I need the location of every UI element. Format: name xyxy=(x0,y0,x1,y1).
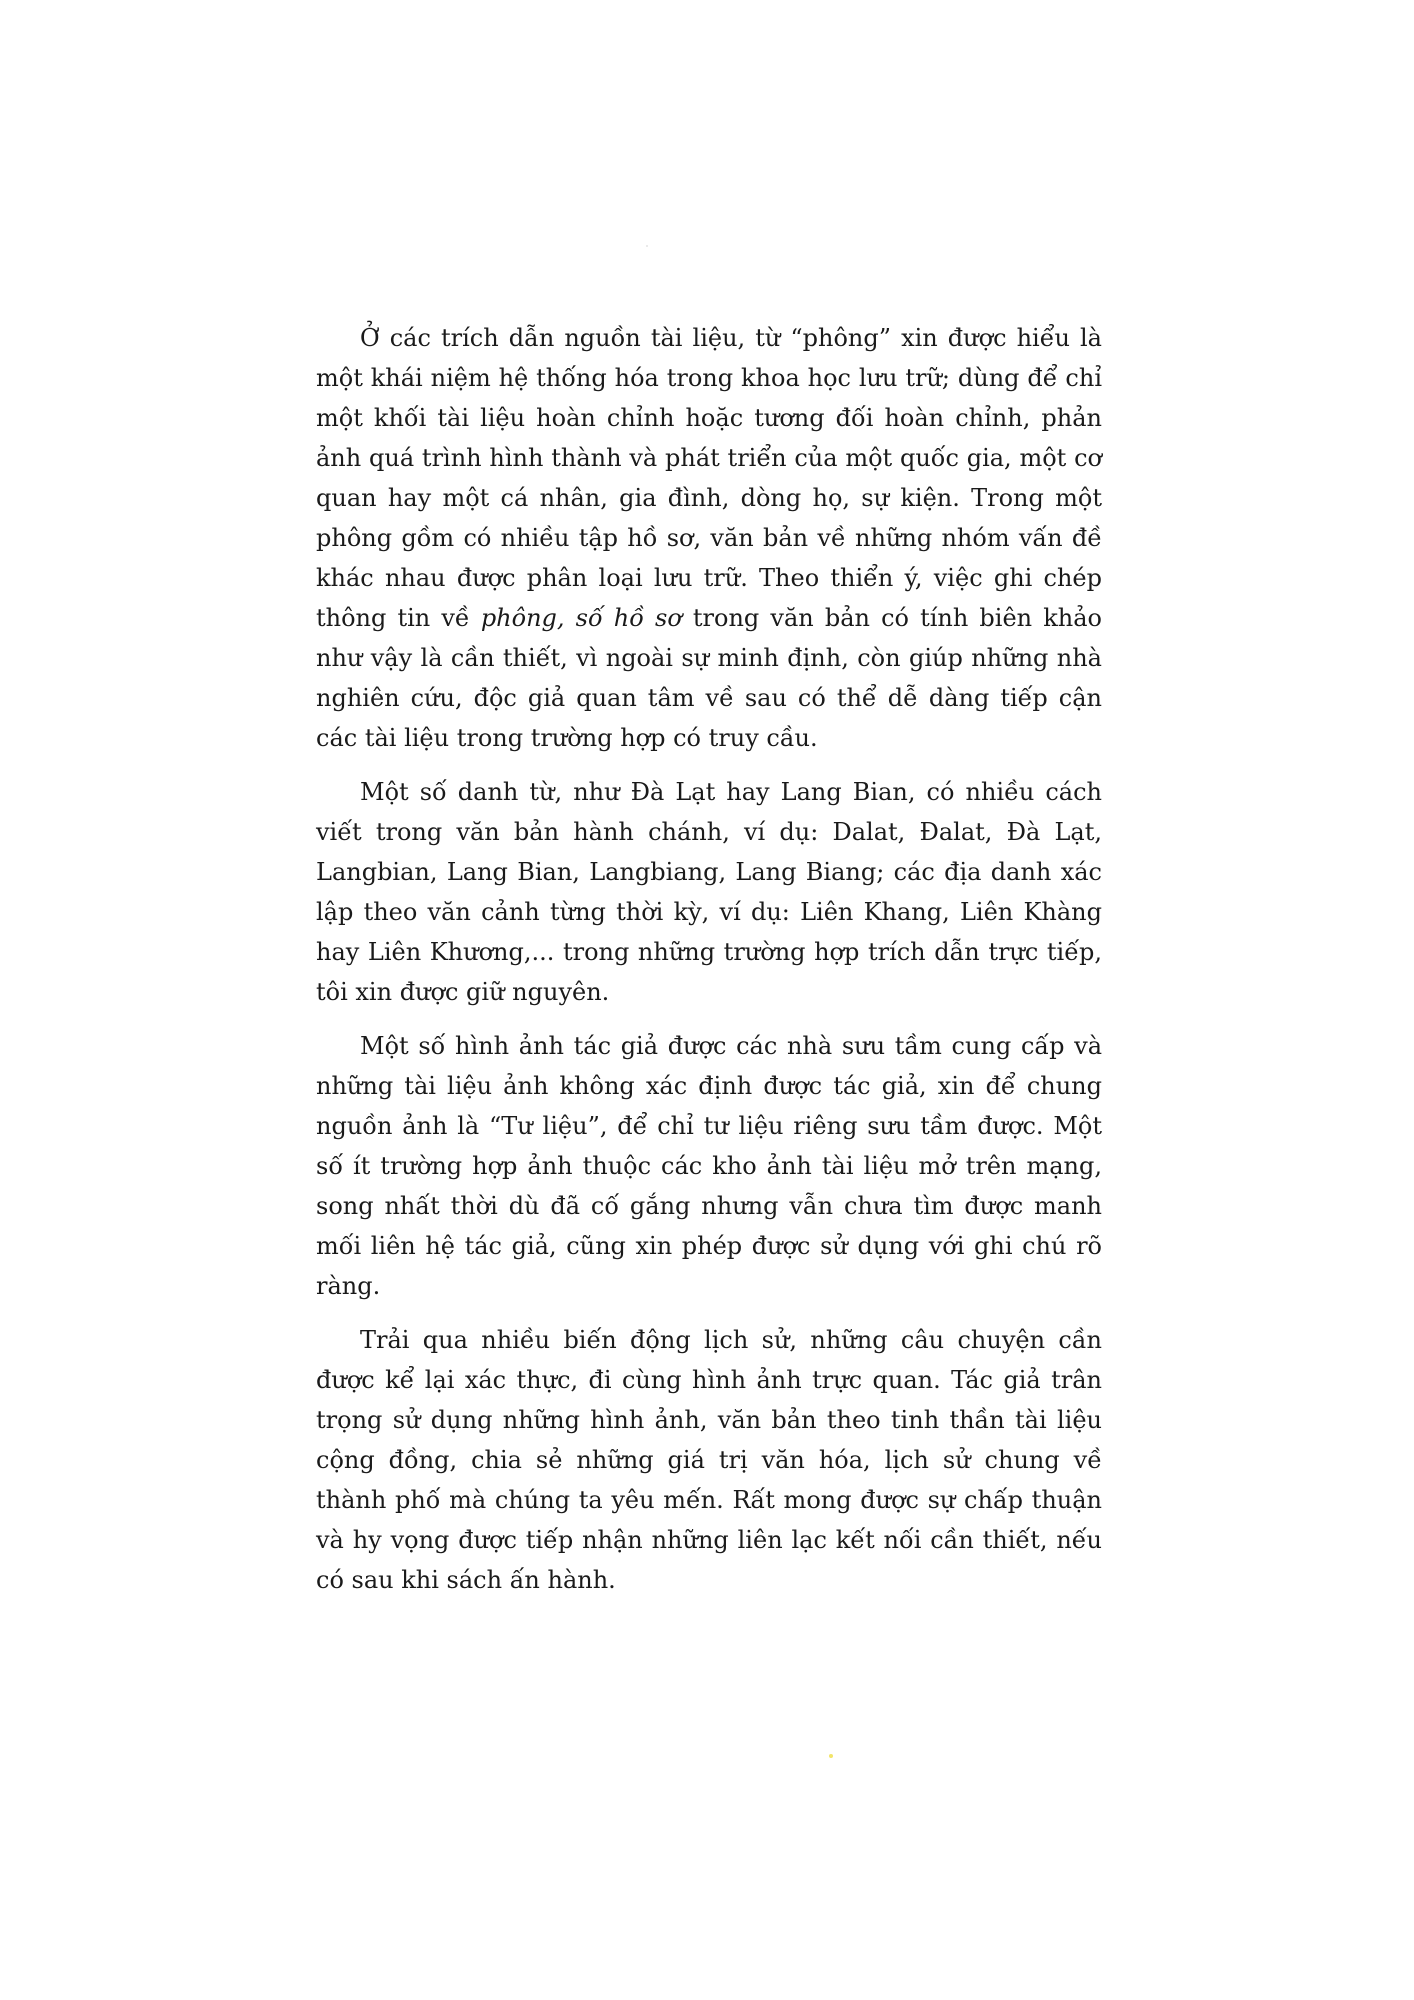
paragraph-acknowledgement: Trải qua nhiều biến động lịch sử, những câu chuyện cần được kể lại xác thực, đi cùng hình ảnh trực quan. Tác giả trân trọng sử dụng những hình ảnh, văn bản theo tinh thần tài liệu cộng đồng, chia sẻ những giá trị văn hóa, lịch sử chung về thành phố mà chúng ta yêu mến. Rất mong được sự chấp thuận và hy vọng được tiếp nhận những liên lạc kết nối cần thiết, nếu có sau khi sách ấn hành. xyxy=(316,1326,1102,1594)
paragraph-image-credits: Một số hình ảnh tác giả được các nhà sưu tầm cung cấp và những tài liệu ảnh không xác định được tác giả, xin để chung nguồn ảnh là “Tư liệu”, để chỉ tư liệu riêng sưu tầm được. Một số ít trường hợp ảnh thuộc các kho ảnh tài liệu mở trên mạng, song nhất thời dù đã cố gắng nhưng vẫn chưa tìm được manh mối liên hệ tác giả, cũng xin phép được sử dụng với ghi chú rõ ràng. xyxy=(316,1032,1102,1300)
paragraph-sources-text-end: trong văn bản có tính biên khảo như vậy là cần thiết, vì ngoài sự minh định, còn giúp những nhà nghiên cứu, độc giả quan tâm về sau có thể dễ dàng tiếp cận các tài liệu trong trường hợp có truy cầu. xyxy=(316,604,1102,752)
scan-speck xyxy=(646,245,648,247)
scan-speck-yellow xyxy=(829,1754,833,1758)
body-text xyxy=(316,318,1102,1614)
paragraph-place-names: Một số danh từ, như Đà Lạt hay Lang Bian, có nhiều cách viết trong văn bản hành chánh, ví dụ: Dalat, Đalat, Đà Lạt, Langbian, Lang Bian, Langbiang, Lang Biang; các địa danh xác lập theo văn cảnh từng thời kỳ, ví dụ: Liên Khang, Liên Khàng hay Liên Khương,... trong những trường hợp trích dẫn trực tiếp, tôi xin được giữ nguyên. xyxy=(316,778,1102,1006)
paragraph-sources-text-start: Ở các trích dẫn nguồn tài liệu, từ “phông” xin được hiểu là một khái niệm hệ thống hóa trong khoa học lưu trữ; dùng để chỉ một khối tài liệu hoàn chỉnh hoặc tương đối hoàn chỉnh, phản ảnh quá trình hình thành và phát triển của một quốc gia, một cơ quan hay một cá nhân, gia đình, dòng họ, sự kiện. Trong một phông gồm có nhiều tập hồ sơ, văn bản về những nhóm vấn đề khác nhau được phân loại lưu trữ. Theo thiển ý, việc ghi chép thông tin về xyxy=(316,324,1102,632)
paragraph-sources xyxy=(316,318,1102,758)
paragraph-sources-emphasis: phông, số hồ sơ xyxy=(480,604,682,632)
